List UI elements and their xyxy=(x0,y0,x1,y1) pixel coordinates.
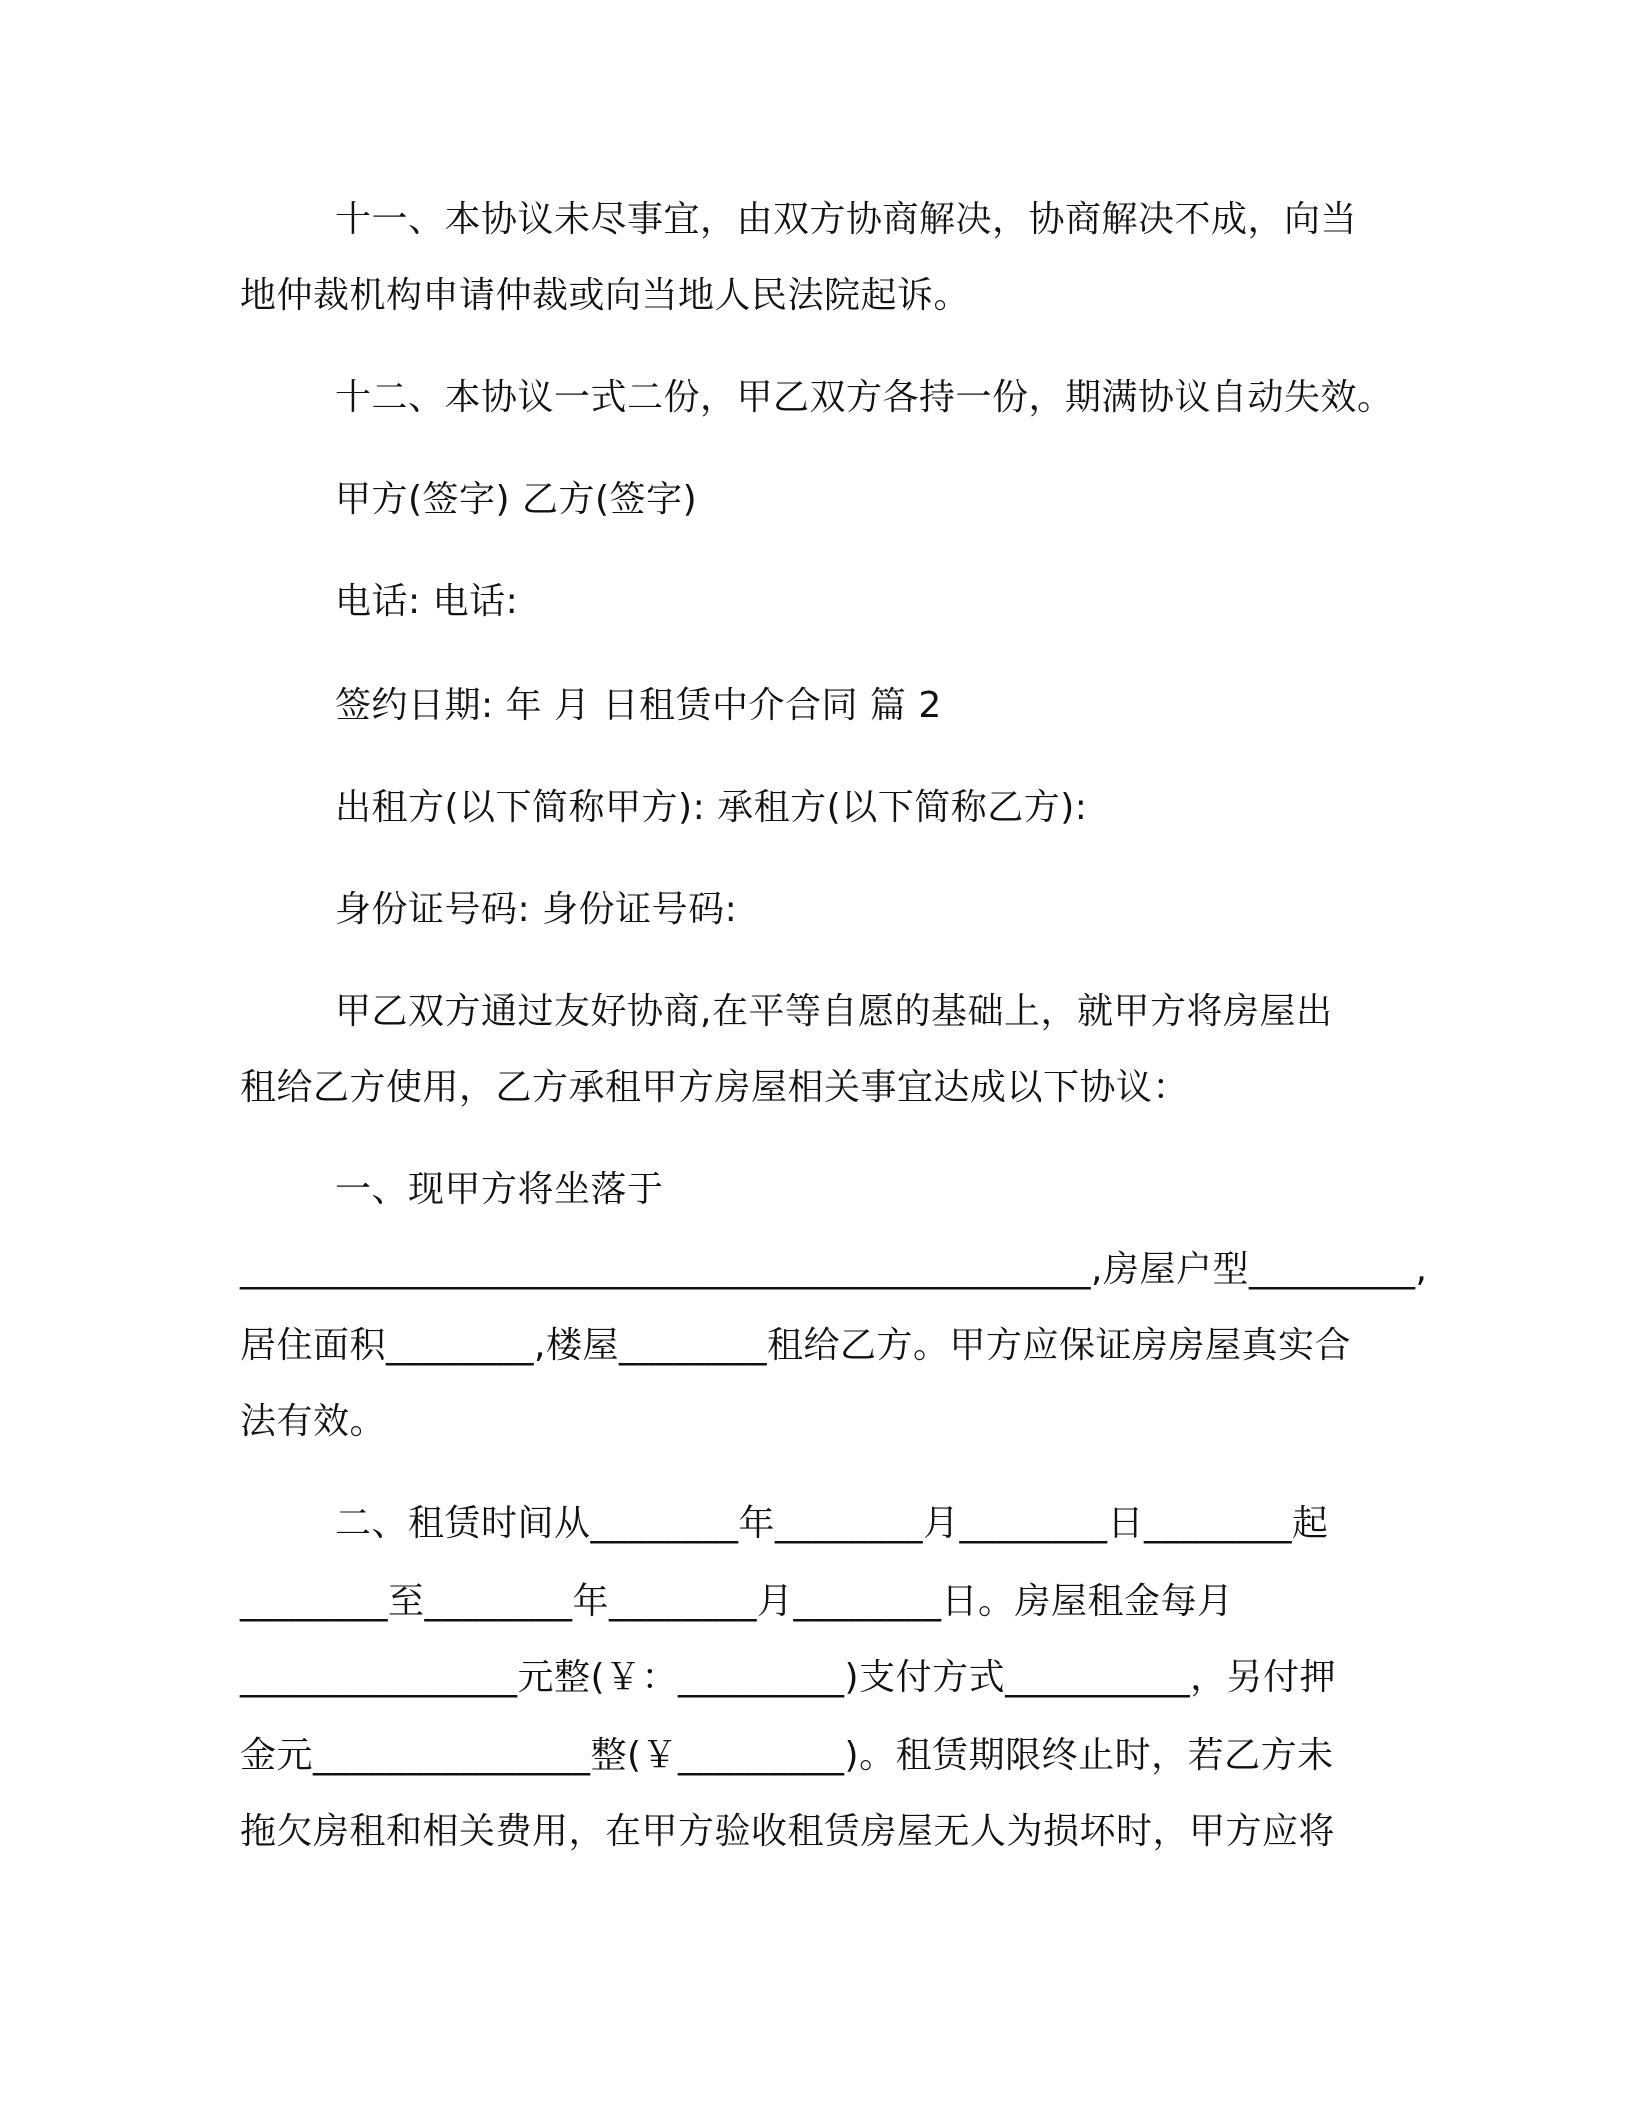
id-number-line: 身份证号码: 身份证号码: xyxy=(335,889,738,930)
clause-1-line-1: 一、现甲方将坐落于 xyxy=(335,1169,664,1210)
clause-2-line-5: 拖欠房租和相关费用，在甲方验收租赁房屋无人为损坏时，甲方应将 xyxy=(240,1811,1336,1852)
signing-date-title-line: 签约日期: 年 月 日租赁中介合同 篇 2 xyxy=(335,685,942,726)
clause-1-line-2: ______________________________________________,房屋户型_________, xyxy=(240,1249,1428,1290)
clause-2-line-3: _______________元整(￥：_________)支付方式__________，另付押 xyxy=(240,1657,1337,1698)
clause-2-line-4: 金元_______________整(￥_________)。租赁期限终止时，若乙方未 xyxy=(240,1735,1334,1776)
intro-line-1: 甲乙双方通过友好协商,在平等自愿的基础上，就甲方将房屋出 xyxy=(335,991,1333,1032)
clause-1-line-3: 居住面积________,楼屋________租给乙方。甲方应保证房房屋真实合 xyxy=(240,1325,1351,1366)
intro-line-2: 租给乙方使用，乙方承租甲方房屋相关事宜达成以下协议： xyxy=(240,1067,1190,1108)
clause-2-line-2: ________至________年________月________日。房屋租金每月 xyxy=(240,1581,1234,1622)
clause-1-line-4: 法有效。 xyxy=(240,1401,387,1442)
phone-line: 电话: 电话: xyxy=(335,581,519,622)
clause-2-line-1: 二、租赁时间从________年________月________日________起 xyxy=(335,1503,1329,1544)
clause-11-line-2: 地仲裁机构申请仲裁或向当地人民法院起诉。 xyxy=(240,275,971,316)
clause-11-line-1: 十一、本协议未尽事宜，由双方协商解决，协商解决不成，向当 xyxy=(335,199,1358,240)
parties-line: 出租方(以下简称甲方): 承租方(以下简称乙方): xyxy=(335,787,1088,828)
clause-12-line: 十二、本协议一式二份，甲乙双方各持一份，期满协议自动失效。 xyxy=(335,377,1394,418)
signature-line: 甲方(签字) 乙方(签字) xyxy=(335,479,698,520)
